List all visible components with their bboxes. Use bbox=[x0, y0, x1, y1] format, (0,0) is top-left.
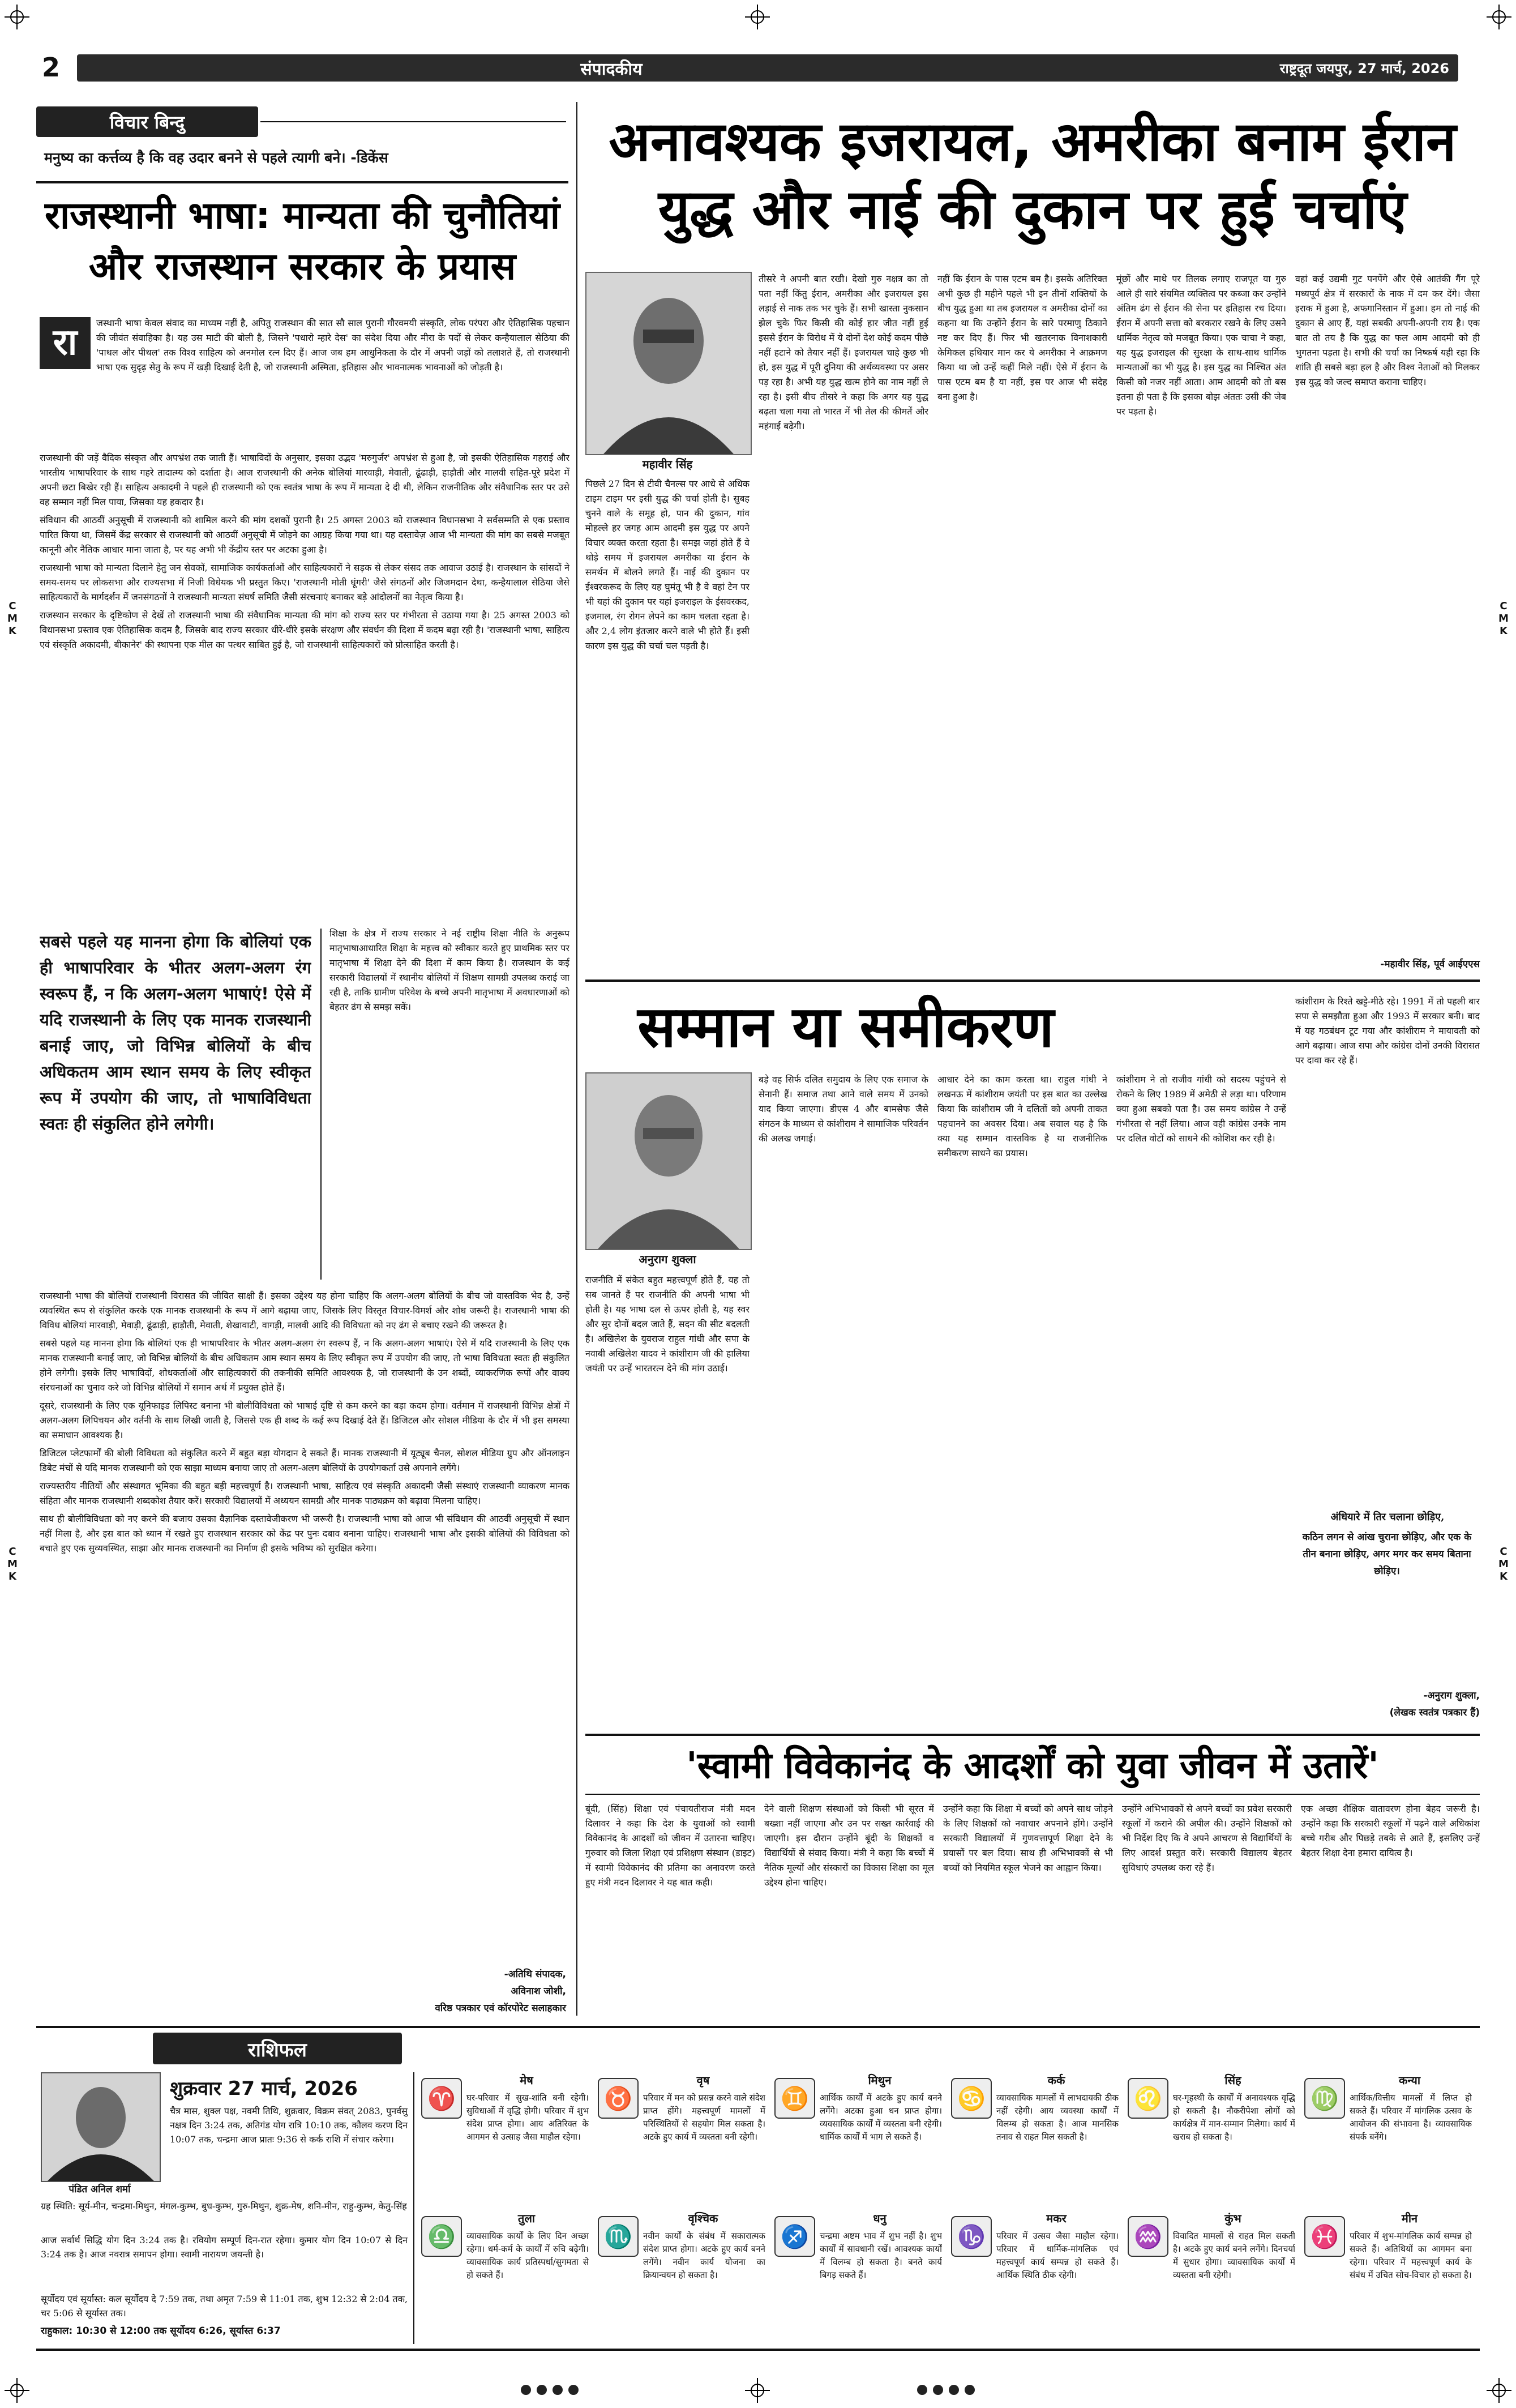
rashi-prediction: परिवार में मन को प्रसन्न करने वाले संदेश प्राप्त होंगे। महत्त्वपूर्ण मामलों में परिस्थितियों से सहयोग मिल सकता है। अटके हुए कार्य में व्यस्तता बनी रहेगी। bbox=[643, 2093, 765, 2142]
article4-col1: बूंदी, (सिंह) शिक्षा एवं पंचायतीराज मंत्री मदन दिलावर ने कहा कि देश के युवाओं को स्वामी विवेकानंद के आदर्शों को जीवन में उतारना चाहिए। गुरुवार को जिला शिक्षा एवं प्रशिक्षण संस्थान (डाइट) में स्वामी विवेकानंद की प्रतिमा का अनावरण करते हुए मंत्री मदन दिलावर ने यह बात कही। bbox=[585, 1803, 755, 1888]
zodiac-sign-icon: ♑ bbox=[951, 2216, 992, 2257]
vichar-rule bbox=[260, 121, 566, 122]
article3-col4: कांशीराम ने तो राजीव गांधी को सदस्य पहुंचने से रोकने के लिए 1989 में अमेठी से लड़ा था। परिणाम क्या हुआ सबको पता है। उस समय कांग्रेस ने उन्हें गंभीरता से नहीं लिया। आज वही कांग्रेस उनके नाम पर दलित वोटों को साधने की कोशिश कर रही है। bbox=[1116, 1074, 1286, 1144]
rashifal-date: शुक्रवार 27 मार्च, 2026 bbox=[170, 2077, 358, 2100]
article3-poem-heading: अंधियारे में तिर चलाना छोड़िए, bbox=[1330, 1511, 1445, 1523]
article1-paragraph: सबसे पहले यह मानना होगा कि बोलियां एक ही भाषापरिवार के भीतर अलग-अलग रंग स्वरूप हैं, न कि अलग-अलग भाषाएं। ऐसे में यदि राजस्थानी के लिए एक मानक राजस्थानी बनाई जाए, जो विभिन्न बोलियों के बीच अधिकतम आम स्थान समय के लिए स्वीकृत रूप में उपयोग की जाए, तो भाषा विविधता स्वतः ही संकुलित होने लगेगी। इसके लिए भाषाविदों, शोधकर्ताओं और साहित्यकारों की तकनीकी समिति आवश्यक है, जो राजस्थानी के उन शब्दों, व्याकरणिक रूपों और वाक्य संरचनाओं का चुनाव करे जो विभिन्न बोलियों में समान अर्थ में प्रयुक्त होते हैं। bbox=[40, 1338, 569, 1393]
article1-paragraph: साथ ही बोलीविविधता को नए करने की बजाय उसका वैज्ञानिक दस्तावेजीकरण भी जरूरी है। राजस्थानी भाषा को आज भी संविधान की आठवीं अनुसूची में स्थान नहीं मिला है, और इस बात को ध्यान में रखते हुए राजस्थान सरकार को केंद्र पर पुनः दबाव बनाना चाहिए। राजस्थानी भाषा और इसकी बोलियों की विविधता को बचाते हुए एक सुव्यवस्थित, साझा और मानक राजस्थानी का निर्माण ही इसके भविष्य को सुरक्षित करेगा। bbox=[40, 1513, 569, 1554]
rashi-card bbox=[1304, 2072, 1474, 2204]
article3-col2: बड़े वह सिर्फ दलित समुदाय के लिए एक समाज के सेनानी हैं। समाज तथा आने वाले समय में उनको याद किया जाएगा। डीएस 4 और बामसेफ जैसे संगठन के माध्यम से कांशीराम ने सामाजिक परिवर्तन की अलख जगाई। bbox=[759, 1074, 928, 1144]
article4-col3: उन्होंने कहा कि शिक्षा में बच्चों को अपने साथ जोड़ने के लिए शिक्षकों को नवाचार अपनाने होंगे। उन्होंने सरकारी विद्यालयों में गुणवत्तापूर्ण शिक्षा देने के प्रयासों पर बल दिया। साथ ही अभिभावकों से भी बच्चों को नियमित स्कूल भेजने का आह्वान किया। bbox=[943, 1803, 1113, 1873]
rashi-card bbox=[1304, 2210, 1474, 2342]
rashi-card bbox=[1128, 2210, 1297, 2342]
cmk-label-left: C M K bbox=[7, 600, 18, 637]
zodiac-sign-icon: ♈ bbox=[421, 2078, 462, 2119]
article1-paragraph: राजस्थानी भाषा को मान्यता दिलाने हेतु जन सेवकों, सामाजिक कार्यकर्ताओं और साहित्यकारों ने सड़क से लेकर संसद तक आवाज उठाई है। राजस्थान के सांसदों ने समय-समय पर लोकसभा और राज्यसभा में निजी विधेयक भी प्रस्तुत किए। 'राजस्थानी मोती धूंगरी' जैसे संगठनों और जिजमदान देथा, कन्हैयालाल सेठिया जैसे साहित्यकारों के मार्गदर्शन में जनसंगठनों ने राजस्थानी मान्यता संघर्ष समिति जैसी संरचनाएं बनाकर बड़े आंदोलनों का नेतृत्व किया है। bbox=[40, 562, 569, 602]
portrait-icon bbox=[586, 1073, 751, 1249]
article1-headline-line1: राजस्थानी भाषा: मान्यता की चुनौतियां bbox=[45, 194, 560, 237]
registration-mark-top-left bbox=[5, 5, 29, 29]
article2-byline: -महावीर सिंह, पूर्व आईएएस bbox=[1380, 959, 1480, 970]
article4-col5: एक अच्छा शैक्षिक वातावरण होना बेहद जरूरी है। उन्होंने कहा कि सरकारी स्कूलों में पढ़ने वाले अधिकांश बच्चे गरीब और पिछड़े तबके से आते हैं, इसलिए उन्हें बेहतर शिक्षा देना हमारा दायित्व है। bbox=[1301, 1803, 1480, 1858]
article4-headline-rule bbox=[585, 1794, 1480, 1795]
vichar-bottom-rule bbox=[36, 181, 568, 183]
cmk-label-left-lower: C M K bbox=[7, 1546, 18, 1582]
rashi-prediction: आर्थिक/वित्तीय मामलों में लिप्त हो सकते हैं। परिवार में मांगलिक उत्सव के आयोजन की संभावना है। व्यावसायिक संपर्क बनेंगे। bbox=[1350, 2093, 1472, 2142]
registration-mark-bottom-center bbox=[745, 2378, 770, 2403]
rashifal-sun-timings: सूर्योदय एवं सूर्यास्त: कल सूर्योदय दे 7:59 तक, तथा अमृत 7:59 से 11:01 तक, शुभ 12:32 से 2:04 तक, चर 5:06 से सूर्यास्त तक। bbox=[41, 2294, 408, 2319]
rashi-name: तुला bbox=[517, 2212, 536, 2225]
rashi-prediction: व्यावसायिक कार्यों के लिए दिन अच्छा रहेगा। धर्म-कर्म के कार्यों में रुचि बढ़ेगी। व्यावसायिक कार्य प्रतिस्पर्धा/सुगमता से हो सकते हैं। bbox=[466, 2231, 589, 2280]
article1-body-top bbox=[40, 451, 569, 921]
article3-col3: आधार देने का काम करता था। राहुल गांधी ने लखनऊ में कांशीराम जयंती पर इस बात का उल्लेख किया कि कांशीराम जी ने दलितों को अपनी ताकत पहचानने का अवसर दिया। अब सवाल यह है कि क्या यह सम्मान वास्तविक है या राजनीतिक समीकरण साधने का प्रयास। bbox=[937, 1074, 1107, 1158]
registration-mark-bottom-left bbox=[5, 2378, 29, 2403]
zodiac-sign-icon: ♐ bbox=[774, 2216, 815, 2257]
print-dots-right bbox=[917, 2385, 980, 2397]
rashifal-top-rule bbox=[36, 2026, 1480, 2028]
rashi-card bbox=[598, 2210, 768, 2342]
pullquote-divider bbox=[320, 929, 322, 1280]
article2-headline-line2: युद्ध और नाई की दुकान पर हुई चर्चाएं bbox=[658, 178, 1407, 241]
rashi-prediction: नवीन कार्यों के संबंध में सकारात्मक संदेश प्राप्त होगा। अटके हुए कार्य बनने लगेंगे। नवीन कार्य योजना का क्रियान्वयन हो सकता है। bbox=[643, 2231, 765, 2280]
article2-headline-line1: अनावश्यक इजरायल, अमरीका बनाम ईरान bbox=[609, 110, 1457, 173]
cmk-label-right-lower: C M K bbox=[1498, 1546, 1509, 1582]
article2-col3: नहीं कि ईरान के पास एटम बम है। इसके अतिरिक्त अभी कुछ ही महीने पहले भी इन तीनों शक्तियों के बीच युद्ध हुआ था तब इजरायल व अमरीका दोनों का कहना था कि उन्होंने ईरान के सारे परमाणु ठिकाने नष्ट कर दिए हैं। फिर भी खतरनाक विनाशकारी केमिकल हथियार मान कर ये अमरीका ने आक्रमण किया था जो उन्हें कहीं मिले नहीं। ऐसे में ईरान के पास एटम बम है या नहीं, इस पर आज भी संदेह बना हुआ है। bbox=[937, 273, 1107, 402]
zodiac-sign-icon: ♋ bbox=[951, 2078, 992, 2119]
rashi-card bbox=[774, 2210, 944, 2342]
rashi-name: मिथुन bbox=[868, 2073, 892, 2087]
article2-col2: तीसरे ने अपनी बात रखी। देखो गुरु नक्षत्र का तो पता नहीं किंतु ईरान, अमरीका और इजरायल इस लड़ाई से नाक तक भर चुके हैं। सभी खास्ता नुकसान झेल चुके फिर किसी की कोई हार जीत नहीं हुई इससे ईरान के विरोध में ये दोनों देश कोई कदम पीछे नहीं हटाने को तैयार नहीं हैं। इजरायल चाहे कुछ भी हो, इस युद्ध में पूरी दुनिया की अर्थव्यवस्था पर असर पड़ रहा है। अभी यह युद्ध खत्म होने का नाम नहीं ले रहा है। इसी बीच तीसरे ने कहा कि अगर यह युद्ध बढ़ता चला गया तो भारत में भी तेल की कीमतें और महंगाई बढ़ेगी। bbox=[759, 273, 928, 431]
article1-paragraph: राजस्थानी की जड़ें वैदिक संस्कृत और अपभ्रंश तक जाती हैं। भाषाविदों के अनुसार, इसका उद्भव 'मरुगुर्जर' अपभ्रंश से हुआ है, जो इसकी ऐतिहासिक गहराई और भारतीय भाषापरिवार के साथ गहरे तादात्म्य को दर्शाता है। आज राजस्थानी की अनेक बोलियां मारवाड़ी, मेवाती, ढूंढाड़ी, हाड़ौती और मालवी सहित-पूरे प्रदेश में अपनी छटा बिखेर रही हैं। साहित्य अकादमी ने पहले ही राजस्थानी को एक स्वतंत्र भाषा के रूप में मान्यता दे दी थी, लेकिन राजनीतिक और संवैधानिक स्तर पर उसे वह सम्मान नहीं मिल पाया, जिसका यह हकदार है। bbox=[40, 452, 569, 507]
article3-byline: -अनुराग शुक्ला, (लेखक स्वतंत्र पत्रकार हैं) bbox=[1389, 1690, 1480, 1718]
article3-col1: राजनीति में संकेत बहुत महत्त्वपूर्ण होते हैं, यह तो सब जानते हैं पर राजनीति की अपनी भाषा भी होती है। यह भाषा दल से ऊपर होती है, यह स्वर और सुर दोनों बदल जाते हैं, सदन की सीट बदलती है। अखिलेश के युवराज राहुल गांधी और सपा के नवाबी अखिलेश यादव ने कांशीराम जी की हालिया जयंती पर उन्हें भारतरत्न देने की मांग उठाई। bbox=[585, 1274, 750, 1374]
rashi-name: मकर bbox=[1046, 2212, 1067, 2225]
article3-poem: कठिन लगन से आंख चुराना छोड़िए, और एक के तीन बनाना छोड़िए, अगर मगर कर समय बिताना छोड़िए। bbox=[1302, 1532, 1472, 1577]
article3-bottom-rule bbox=[585, 1734, 1480, 1736]
rashi-card bbox=[1128, 2072, 1297, 2204]
zodiac-sign-icon: ♍ bbox=[1304, 2078, 1345, 2119]
rashifal-divider bbox=[413, 2072, 414, 2344]
rashi-name: मेष bbox=[520, 2073, 533, 2087]
registration-mark-top-center bbox=[745, 5, 770, 29]
rashifal-grahasthiti: ग्रह स्थिति: सूर्य-मीन, चन्द्रमा-मिथुन, मंगल-कुम्भ, बुध-कुम्भ, गुरु-मिथुन, शुक्र-मेष, शनि-मीन, राहु-कुम्भ, केतु-सिंह bbox=[41, 2201, 407, 2212]
article2-col4: मूंछों और माथे पर तिलक लगाए राजपूत या गुरु आले ही सारे संयमित व्यक्तित्व पर कब्जा कर उन्होंने अंतिम ढंग से ईरान की सेना पर इतिहास रच दिया। ईरान में अपनी सत्ता को बरकरार रखने के लिए उसने धार्मिक नेतृत्व को मजबूत किया। एक चाचा ने कहा, यह युद्ध इजराइल की सुरक्षा के साथ-साथ धार्मिक मान्यताओं का भी युद्ध है। इस युद्ध का निश्चित अंत किसी को नजर नहीं आता। आम आदमी को तो बस इतना ही पता है कि इसका बोझ अंततः उसी की जेब पर पड़ता है। bbox=[1116, 273, 1286, 417]
zodiac-sign-icon: ♎ bbox=[421, 2216, 462, 2257]
rashi-prediction: घर-परिवार में सुख-शांति बनी रहेगी। सुविधाओं में वृद्धि होगी। परिवार में शुभ संदेश प्राप्त होगा। आय अतिरिक्त के आगमन से उत्साह जैसा माहौल रहेगा। bbox=[466, 2093, 589, 2142]
vichar-quote: मनुष्य का कर्त्तव्य है कि वह उदार बनने से पहले त्यागी बने। -डिकेंस bbox=[44, 149, 388, 166]
rashi-name: कन्या bbox=[1398, 2073, 1421, 2087]
page-bottom-rule bbox=[36, 2349, 1480, 2351]
article1-body-bottom bbox=[40, 1289, 569, 1962]
article1-paragraph: राज्यस्तरीय नीतियों और संस्थागत भूमिका की बहुत बड़ी महत्त्वपूर्ण है। राजस्थानी भाषा, साहित्य एवं संस्कृति अकादमी जैसी संस्थाएं राजस्थानी व्याकरण मानक संहिता और मानक राजस्थानी शब्दकोश तैयार करें। सरकारी विद्यालयों में अध्ययन सामग्री और मानक पाठ्यक्रम को बढ़ावा मिलना चाहिए। bbox=[40, 1481, 569, 1506]
rashi-prediction: चन्द्रमा अष्टम भाव में शुभ नहीं है। शुभ कार्यों में सावधानी रखें। आवश्यक कार्यों में विलम्ब हो सकता है। बनते कार्य बिगड़ सकते हैं। bbox=[820, 2231, 942, 2280]
astrologer-photo bbox=[41, 2072, 161, 2182]
rashi-prediction: घर-गृहस्थी के कार्यों में अनावश्यक वृद्धि हो सकती है। नौकरीपेशा लोगों को कार्यक्षेत्र में मान-सम्मान मिलेगा। कार्य में खराब हो सकता है। bbox=[1173, 2093, 1295, 2142]
article3-photo-caption: अनुराग शुक्ला bbox=[639, 1252, 696, 1266]
rashi-name: वृष bbox=[696, 2073, 710, 2087]
rashi-prediction: आर्थिक कार्यों में अटके हुए कार्य बनने लगेंगे। अटका हुआ धन प्राप्त होगा। व्यवसायिक कार्यों में व्यस्तता बनी रहेगी। धार्मिक कार्यों में भाग ले सकते हैं। bbox=[820, 2093, 942, 2142]
rashi-prediction: विवादित मामलों से राहत मिल सकती है। अटके हुए कार्य बनने लगेंगे। दिनचर्या में सुधार होगा। व्यावसायिक कार्यों में व्यस्तता बनी रहेगी। bbox=[1173, 2231, 1295, 2280]
article1-paragraph: राजस्थानी भाषा की बोलियों राजस्थानी विरासत की जीवित साक्षी हैं। इसका उद्देश्य यह होना चाहिए कि अलग-अलग बोलियों के बीच जो वास्तविक भेद है, उन्हें व्यवस्थित रूप से संकुलित करके एक मानक राजस्थानी के रूप में आगे बढ़ाया जाए, जिसके लिए विस्तृत विचार-विमर्श और शोध जरूरी है। राजस्थानी भाषा की विविध बोलियां मारवाड़ी, मेवाड़ी, ढूंढाड़ी, हाड़ौती, मेवाती, शेखावाटी, वागड़ी, मालवी आदि की विविधता को नए ढंग से बचाए रखने की जरूरत है। bbox=[40, 1290, 569, 1331]
zodiac-sign-icon: ♊ bbox=[774, 2078, 815, 2119]
portrait-icon bbox=[42, 2073, 160, 2181]
registration-mark-bottom-right bbox=[1487, 2378, 1511, 2403]
article1-paragraph: शिक्षा के क्षेत्र में राज्य सरकार ने नई राष्ट्रीय शिक्षा नीति के अनुरूप मातृभाषाआधारित शिक्षा के महत्त्व को स्वीकार करते हुए प्राथमिक स्तर पर मातृभाषा में शिक्षा देने की दिशा में काम किया है। राजस्थान के कई सरकारी विद्यालयों में स्थानीय बोलियों में शिक्षण सामग्री उपलब्ध कराई जा रही है, ताकि ग्रामीण परिवेश के बच्चे अपनी मातृभाषा में अवधारणाओं को बेहतर ढंग से समझ सकें। bbox=[329, 928, 569, 1012]
article4-col2: देने वाली शिक्षण संस्थाओं को किसी भी सूरत में बख्शा नहीं जाएगा और उन पर सख्त कार्रवाई की जाएगी। इस दौरान उन्होंने बूंदी के शिक्षकों व विद्यार्थियों से संवाद किया। मंत्री ने कहा कि बच्चों में नैतिक मूल्यों और संस्कारों का विकास शिक्षा का मूल उद्देश्य होना चाहिए। bbox=[764, 1803, 934, 1888]
rashi-name: धनु bbox=[873, 2212, 887, 2225]
article3-col5: कांशीराम के रिश्ते खट्टे-मीठे रहे। 1991 में तो पहली बार सपा से समझौता हुआ और 1993 में सरकार बनी। बाद में यह गठबंधन टूट गया और कांशीराम ने मायावती को आगे बढ़ाया। आज सपा और कांग्रेस दोनों उनकी विरासत पर दावा कर रहे हैं। bbox=[1295, 996, 1480, 1066]
astrologer-name: पंडित अनिल शर्मा bbox=[68, 2184, 131, 2195]
article4-col4: उन्होंने अभिभावकों से अपने बच्चों का प्रवेश सरकारी स्कूलों में कराने की अपील की। उन्होंने शिक्षकों को भी निर्देश दिए कि वे अपने आचरण से विद्यार्थियों के लिए आदर्श प्रस्तुत करें। सरकारी विद्यालय बेहतर सुविधाएं उपलब्ध करा रहे हैं। bbox=[1122, 1803, 1292, 1873]
rashi-card bbox=[951, 2072, 1121, 2204]
article2-col5: वहां कई उद्यमी गुट पनपेंगे और ऐसे आतंकी गैंग पूरे मध्यपूर्व क्षेत्र में सरकारों के नाक में दम कर देंगे। जैसा इराक में हुआ है, अफगानिस्तान में हुआ। हम तो नाई की दुकान से आए हैं, यहां सबकी अपनी-अपनी राय है। एक बात तो तय है कि युद्ध का फल आम आदमी को ही भुगतना पड़ता है। सभी की चर्चा का निष्कर्ष यही रहा कि शांति ही सबसे बड़ा हल है और विश्व नेताओं को मिलकर इस युद्ध को जल्द समाप्त कराना चाहिए। bbox=[1295, 273, 1480, 387]
main-column-divider bbox=[576, 102, 577, 2016]
rashi-name: सिंह bbox=[1224, 2073, 1241, 2087]
article3-headline: सम्मान या समीकरण bbox=[637, 994, 1054, 1060]
rashi-prediction: परिवार में शुभ-मांगलिक कार्य सम्पन्न हो सकते हैं। अतिथियों का आगमन बना रहेगा। परिवार में महत्त्वपूर्ण कार्य के संबंध में उचित सोच-विचार हो सकता है। bbox=[1350, 2231, 1472, 2280]
article1-paragraph: दूसरे, राजस्थानी के लिए एक यूनिफाइड लिपिस्ट बनाना भी बोलीविविधता को भाषाई दृष्टि से कम करने का बड़ा कदम होगा। वर्तमान में राजस्थानी विभिन्न क्षेत्रों में अलग-अलग लिपिचयन और वर्तनी के साथ लिखी जाती है, जिससे एक ही शब्द के कई रूप दिखाई देते हैं। डिजिटल और सोशल मीडिया के दौर में भी इस समस्या का समाधान आवश्यक है। bbox=[40, 1400, 569, 1440]
rashifal-rahukal: राहुकाल: 10:30 से 12:00 तक सूर्योदय 6:26, सूर्यास्त 6:37 bbox=[41, 2325, 281, 2337]
cmk-label-right: C M K bbox=[1498, 600, 1509, 637]
rashi-card bbox=[951, 2210, 1121, 2342]
portrait-icon bbox=[586, 273, 751, 454]
rashi-card bbox=[598, 2072, 768, 2204]
registration-mark-top-right bbox=[1487, 5, 1511, 29]
page-number: 2 bbox=[42, 52, 61, 83]
print-dots-left bbox=[521, 2385, 584, 2397]
vichar-label: विचार बिन्दु bbox=[109, 112, 185, 133]
masthead-date: राष्ट्रदूत जयपुर, 27 मार्च, 2026 bbox=[1279, 61, 1449, 76]
article1-pullquote: सबसे पहले यह मानना होगा कि बोलियां एक ही भाषापरिवार के भीतर अलग-अलग रंग स्वरूप हैं, न कि अलग-अलग भाषाएं! ऐसे में यदि राजस्थानी के लिए एक मानक राजस्थानी बनाई जाए, जो विभिन्न बोलियों के बीच अधिकतम आम स्थान समय के लिए स्वीकृत रूप में उपयोग की जाए, तो भाषाविविधता स्वतः ही संकुलित होने लगेगी। bbox=[40, 932, 311, 1134]
article1-paragraph: राजस्थान सरकार के दृष्टिकोण से देखें तो राजस्थानी भाषा की संवैधानिक मान्यता की मांग को राज्य स्तर पर गंभीरता से उठाया गया है। 25 अगस्त 2003 को विधानसभा प्रस्ताव एक ऐतिहासिक कदम है, जिसके बाद राज्य सरकार धीरे-धीरे इसके संरक्षण और संवर्धन की दिशा में कदम बढ़ा रही है। 'राजस्थानी भाषा, साहित्य एवं संस्कृति अकादमी, बीकानेर' की स्थापना एक मील का पत्थर साबित हुई है, जो राजस्थानी साहित्यकारों को प्रोत्साहित करती है। bbox=[40, 610, 569, 650]
article2-col1: पिछले 27 दिन से टीवी चैनल्स पर आधे से अधिक टाइम टाइम पर इसी युद्ध की चर्चा होती है। सुबह चुनने वाले के समूह हो, पान की दुकान, गांव मोहल्ले हर जगह आम आदमी इस युद्ध पर अपने विचार व्यक्त करता रहता है। समझ जहां होते हैं वे थोड़े समय में इजरायल अमरीका या ईरान के समर्थन में बोलने लगते हैं। नाई की दुकान पर ईश्वरकरूद के लिए यह घुमंतू भी है वे वहां टेन पर भी यहां की दुकान पर यहां इजराइल के ईसवरकद, इजमाल, रंग रोगन लेपने का काम चलता रहता है। और 2,4 लोग इंतजार करने वाले भी होते हैं। इसी कारण इस युद्ध की चर्चा चल पड़ती है। bbox=[585, 478, 750, 651]
author-photo-mahavir bbox=[585, 272, 752, 455]
rashi-name: वृश्चिक bbox=[688, 2212, 718, 2225]
zodiac-sign-icon: ♉ bbox=[598, 2078, 639, 2119]
rashi-name: कर्क bbox=[1047, 2073, 1065, 2087]
rashi-prediction: परिवार में उत्सव जैसा माहौल रहेगा। परिवार में धार्मिक-मांगलिक एवं महत्त्वपूर्ण कार्य सम्पन्न हो सकते हैं। आर्थिक स्थिति ठीक रहेगी। bbox=[996, 2231, 1119, 2280]
zodiac-sign-icon: ♒ bbox=[1128, 2216, 1168, 2257]
rashifal-panchang: चैत्र मास, शुक्ल पक्ष, नवमी तिथि, शुक्रवार, विक्रम संवत् 2083, पुनर्वसु नक्षत्र दिन 3:24 तक, अतिगंड योग रात्रि 10:10 तक, कौलव करण दिन 10:07 तक, चन्द्रमा आज प्रातः 9:36 से कर्क राशि में संचार करेगा। bbox=[170, 2106, 408, 2145]
rashi-card bbox=[421, 2072, 591, 2204]
article1-byline: -अतिथि संपादक, अविनाश जोशी, वरिष्ठ पत्रकार एवं कॉरपोरेट सलाहकार bbox=[435, 1969, 566, 2014]
article1-lead: जस्थानी भाषा केवल संवाद का माध्यम नहीं है, अपितु राजस्थान की सात सौ साल पुरानी गौरवमयी संस्कृति, लोक परंपरा और ऐतिहासिक पहचान की जीवंत संवाहिका है। यह उस माटी की बोली है, जिसने 'पधारो म्हारे देस' का संदेश दिया और मीरा के पदों से लेकर कन्हैयालाल सेठिया की 'पाथल और पीथल' तक विश्व साहित्य को अनमोल रत्न दिए हैं। आज जब हम आधुनिकता के दौर में अपनी जड़ों को तलाशते हैं, तो राजस्थानी भाषा एक सुदृढ़ सेतु के रूप में खड़ी दिखाई देती है, जो राजस्थानी अस्मिता, इतिहास और भावनात्मक भावनाओं को जोड़ती है। bbox=[96, 318, 569, 373]
rashi-name: कुंभ bbox=[1224, 2212, 1241, 2225]
zodiac-sign-icon: ♓ bbox=[1304, 2216, 1345, 2257]
section-title: संपादकीय bbox=[580, 59, 643, 79]
article1-dropcap: रा bbox=[40, 317, 91, 369]
zodiac-sign-icon: ♏ bbox=[598, 2216, 639, 2257]
article2-bottom-rule bbox=[585, 980, 1480, 982]
rashi-name: मीन bbox=[1401, 2212, 1418, 2225]
article1-paragraph: डिजिटल प्लेटफार्मों की बोली विविधता को संकुलित करने में बहुत बड़ा योगदान दे सकते हैं। मानक राजस्थानी में यूट्यूब चैनल, सोशल मीडिया ग्रुप और ऑनलाइन डिबेट मंचों से यदि मानक राजस्थानी को एक साझा माध्यम बनाया जाए तो अलग-अलग बोलियों के उपयोगकर्ता उसे अपनाने लगेंगे। bbox=[40, 1448, 569, 1473]
article2-photo-caption: महावीर सिंह bbox=[642, 457, 693, 471]
rashifal-muhurat: आज सर्वार्थ सिद्धि योग दिन 3:24 तक है। रवियोग सम्पूर्ण दिन-रात रहेगा। कुमार योग दिन 10:07 से दिन 3:24 तक है। आज नवरात्र समापन होगा। स्वामी नारायण जयन्ती है। bbox=[41, 2235, 408, 2260]
rashifal-title: राशिफल bbox=[248, 2039, 307, 2061]
article1-paragraph: संविधान की आठवीं अनुसूची में राजस्थानी को शामिल करने की मांग दशकों पुरानी है। 25 अगस्त 2003 को राजस्थान विधानसभा ने सर्वसम्मति से एक प्रस्ताव पारित किया था, जिसमें केंद्र सरकार से राजस्थानी को आठवीं अनुसूची में जोड़ने का आग्रह किया गया था। यह दस्तावेज़ आज भी मान्यता की मांग का सबसे मजबूत कानूनी और नैतिक आधार माना जाता है, पर यह अभी भी केंद्रीय स्तर पर अटका हुआ है। bbox=[40, 515, 569, 555]
zodiac-sign-icon: ♌ bbox=[1128, 2078, 1168, 2119]
article4-headline: 'स्वामी विवेकानंद के आदर्शों को युवा जीवन में उतारें' bbox=[686, 1745, 1379, 1787]
rashi-card bbox=[421, 2210, 591, 2342]
author-photo-anurag bbox=[585, 1072, 752, 1250]
article1-body-beside-quote bbox=[329, 926, 569, 1284]
rashi-card bbox=[774, 2072, 944, 2204]
rashi-prediction: व्यावसायिक मामलों में लाभदायकी ठीक नहीं रहेगी। आय व्यवस्था कार्यों में विलम्ब हो सकता है। आज मानसिक तनाव से राहत मिल सकती है। bbox=[996, 2093, 1119, 2142]
article1-headline-line2: और राजस्थान सरकार के प्रयास bbox=[88, 245, 516, 288]
